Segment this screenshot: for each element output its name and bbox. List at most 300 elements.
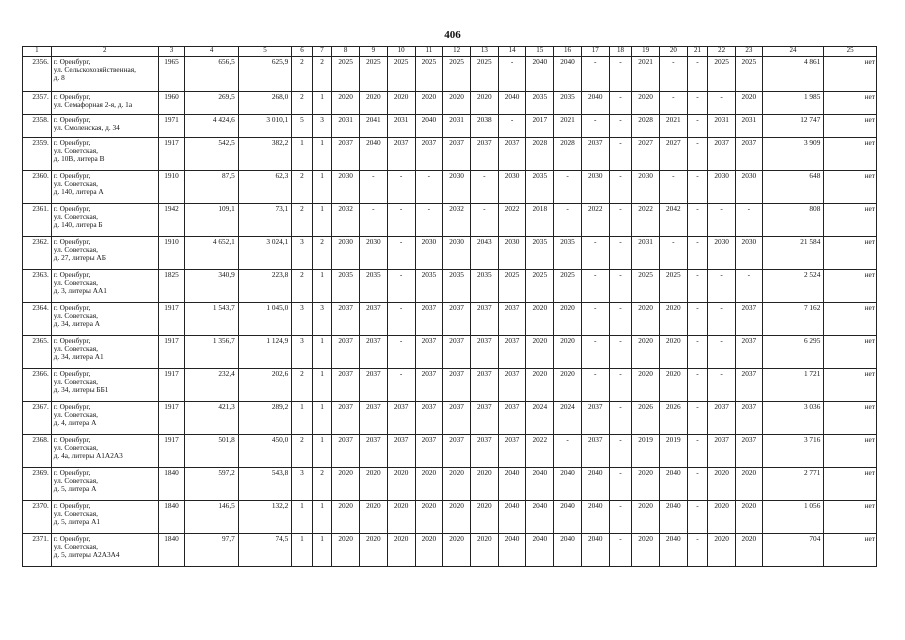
cell-col-6: 3	[292, 303, 313, 336]
address-line: ул. Советская,	[53, 179, 98, 189]
column-header: 19	[632, 47, 660, 57]
cell-col-13: 2025	[470, 57, 498, 92]
cell-col-7: 3	[312, 115, 332, 138]
cell-col-14: 2037	[498, 435, 526, 468]
cell-col-19: 2025	[632, 270, 660, 303]
row-number: 2365.	[23, 336, 52, 369]
cell-col-23: 2037	[735, 369, 762, 402]
housing-registry-table	[22, 46, 877, 567]
cell-col-24: 704	[762, 534, 824, 567]
column-header: 22	[708, 47, 736, 57]
cell-col-14: 2040	[498, 501, 526, 534]
cell-col-17: -	[581, 270, 609, 303]
cell-col-22: 2020	[708, 534, 736, 567]
cell-col-18: -	[609, 204, 632, 237]
cell-col-7: 1	[312, 171, 332, 204]
cell-col-10: 2031	[387, 115, 415, 138]
column-header: 8	[332, 47, 360, 57]
cell-col-7: 1	[312, 138, 332, 171]
column-header: 13	[470, 47, 498, 57]
cell-col-16: 2021	[554, 115, 582, 138]
column-header: 17	[581, 47, 609, 57]
cell-col-12: 2020	[443, 92, 471, 115]
cell-col-6: 2	[292, 435, 313, 468]
cell-col-15: 2040	[526, 534, 554, 567]
cell-col-24: 1 985	[762, 92, 824, 115]
cell-col-17: 2040	[581, 468, 609, 501]
cell-col-25: нет	[824, 468, 877, 501]
cell-col-9: 2020	[360, 92, 388, 115]
cell-col-8: 2037	[332, 369, 360, 402]
cell-col-18: -	[609, 171, 632, 204]
row-number: 2370.	[23, 501, 52, 534]
cell-col-25: нет	[824, 402, 877, 435]
cell-col-16: 2040	[554, 57, 582, 92]
cell-col-9: -	[360, 171, 388, 204]
row-number: 2366.	[23, 369, 52, 402]
address-cell	[51, 237, 158, 270]
cell-col-22: -	[708, 204, 736, 237]
address-cell	[51, 336, 158, 369]
column-header: 21	[687, 47, 708, 57]
row-number: 2359.	[23, 138, 52, 171]
address-line: г. Оренбург,	[53, 171, 91, 180]
cell-col-6: 2	[292, 204, 313, 237]
cell-col-25: нет	[824, 115, 877, 138]
cell-col-22: 2020	[708, 501, 736, 534]
cell-col-22: 2020	[708, 468, 736, 501]
address-line: ул. Советская,	[53, 476, 98, 486]
cell-col-11: 2037	[415, 369, 443, 402]
cell-col-20: 2019	[659, 435, 687, 468]
address-line: г. Оренбург,	[53, 57, 91, 66]
cell-col-17: -	[581, 369, 609, 402]
cell-col-4: 97,7	[185, 534, 238, 567]
cell-col-22: 2037	[708, 435, 736, 468]
address-line: г. Оренбург,	[53, 138, 91, 147]
cell-col-5: 223,8	[238, 270, 291, 303]
cell-col-23: 2037	[735, 303, 762, 336]
cell-col-22: -	[708, 92, 736, 115]
table-row	[23, 435, 877, 468]
cell-col-19: 2026	[632, 402, 660, 435]
cell-col-7: 1	[312, 435, 332, 468]
cell-col-25: нет	[824, 270, 877, 303]
cell-col-24: 3 716	[762, 435, 824, 468]
address-line: ул. Советская,	[53, 146, 98, 156]
cell-col-9: 2037	[360, 402, 388, 435]
cell-col-6: 3	[292, 336, 313, 369]
cell-col-5: 73,1	[238, 204, 291, 237]
address-line: г. Оренбург,	[53, 237, 91, 246]
cell-col-23: 2037	[735, 336, 762, 369]
cell-col-17: -	[581, 237, 609, 270]
cell-col-4: 421,3	[185, 402, 238, 435]
cell-col-5: 382,2	[238, 138, 291, 171]
cell-col-9: -	[360, 204, 388, 237]
cell-col-19: 2020	[632, 534, 660, 567]
cell-col-19: 2019	[632, 435, 660, 468]
cell-col-22: 2030	[708, 171, 736, 204]
cell-col-23: 2025	[735, 57, 762, 92]
cell-col-10: 2037	[387, 138, 415, 171]
cell-col-12: 2037	[443, 138, 471, 171]
cell-col-7: 1	[312, 402, 332, 435]
cell-col-3: 1965	[158, 57, 185, 92]
address-line: г. Оренбург,	[53, 501, 91, 510]
column-header: 23	[735, 47, 762, 57]
table-row	[23, 501, 877, 534]
address-line: ул. Сельскохозяйственная,	[53, 65, 136, 75]
cell-col-4: 1 356,7	[185, 336, 238, 369]
cell-col-14: 2025	[498, 270, 526, 303]
row-number: 2361.	[23, 204, 52, 237]
cell-col-20: 2025	[659, 270, 687, 303]
cell-col-24: 6 295	[762, 336, 824, 369]
cell-col-19: 2020	[632, 336, 660, 369]
cell-col-14: -	[498, 57, 526, 92]
cell-col-5: 625,9	[238, 57, 291, 92]
cell-col-17: -	[581, 303, 609, 336]
cell-col-18: -	[609, 303, 632, 336]
cell-col-3: 1840	[158, 534, 185, 567]
address-line: г. Оренбург,	[53, 204, 91, 213]
cell-col-21: -	[687, 92, 708, 115]
cell-col-12: 2020	[443, 468, 471, 501]
cell-col-15: 2028	[526, 138, 554, 171]
cell-col-5: 1 045,0	[238, 303, 291, 336]
cell-col-18: -	[609, 237, 632, 270]
cell-col-23: -	[735, 270, 762, 303]
address-line: ул. Советская,	[53, 245, 98, 255]
cell-col-23: 2020	[735, 534, 762, 567]
cell-col-5: 202,6	[238, 369, 291, 402]
cell-col-10: 2020	[387, 534, 415, 567]
address-cell	[51, 92, 158, 115]
cell-col-7: 1	[312, 92, 332, 115]
cell-col-11: 2020	[415, 92, 443, 115]
address-line: д. 8	[53, 73, 65, 83]
column-number-header-row	[23, 47, 877, 57]
cell-col-25: нет	[824, 303, 877, 336]
cell-col-5: 3 024,1	[238, 237, 291, 270]
row-number: 2369.	[23, 468, 52, 501]
cell-col-4: 269,5	[185, 92, 238, 115]
cell-col-15: 2020	[526, 369, 554, 402]
cell-col-12: 2030	[443, 237, 471, 270]
cell-col-8: 2037	[332, 402, 360, 435]
cell-col-13: 2020	[470, 534, 498, 567]
cell-col-24: 21 584	[762, 237, 824, 270]
cell-col-16: 2020	[554, 303, 582, 336]
address-line: ул. Советская,	[53, 377, 98, 387]
cell-col-4: 87,5	[185, 171, 238, 204]
cell-col-7: 1	[312, 336, 332, 369]
cell-col-6: 2	[292, 369, 313, 402]
cell-col-17: 2040	[581, 92, 609, 115]
cell-col-10: -	[387, 303, 415, 336]
cell-col-10: -	[387, 204, 415, 237]
cell-col-15: 2040	[526, 468, 554, 501]
address-cell	[51, 534, 158, 567]
cell-col-13: 2037	[470, 369, 498, 402]
cell-col-9: 2020	[360, 468, 388, 501]
cell-col-21: -	[687, 115, 708, 138]
cell-col-10: -	[387, 237, 415, 270]
cell-col-5: 62,3	[238, 171, 291, 204]
cell-col-9: 2041	[360, 115, 388, 138]
address-line: д. 5, литера А1	[53, 517, 101, 527]
cell-col-16: 2040	[554, 468, 582, 501]
address-cell	[51, 402, 158, 435]
address-line: д. 4а, литеры А1А2А3	[53, 451, 123, 461]
cell-col-25: нет	[824, 204, 877, 237]
column-header: 6	[292, 47, 313, 57]
address-line: ул. Советская,	[53, 542, 98, 552]
cell-col-18: -	[609, 369, 632, 402]
cell-col-15: 2020	[526, 303, 554, 336]
cell-col-25: нет	[824, 501, 877, 534]
cell-col-12: 2035	[443, 270, 471, 303]
cell-col-8: 2030	[332, 171, 360, 204]
cell-col-21: -	[687, 171, 708, 204]
cell-col-11: 2020	[415, 501, 443, 534]
cell-col-24: 3 036	[762, 402, 824, 435]
address-cell	[51, 138, 158, 171]
cell-col-23: 2020	[735, 501, 762, 534]
cell-col-4: 109,1	[185, 204, 238, 237]
cell-col-21: -	[687, 435, 708, 468]
address-cell	[51, 369, 158, 402]
cell-col-17: -	[581, 115, 609, 138]
cell-col-19: 2020	[632, 501, 660, 534]
cell-col-9: 2037	[360, 369, 388, 402]
cell-col-6: 1	[292, 534, 313, 567]
cell-col-5: 450,0	[238, 435, 291, 468]
cell-col-21: -	[687, 336, 708, 369]
cell-col-3: 1960	[158, 92, 185, 115]
cell-col-6: 3	[292, 237, 313, 270]
cell-col-3: 1825	[158, 270, 185, 303]
cell-col-19: 2020	[632, 303, 660, 336]
cell-col-22: -	[708, 369, 736, 402]
cell-col-3: 1917	[158, 435, 185, 468]
cell-col-13: 2043	[470, 237, 498, 270]
cell-col-21: -	[687, 270, 708, 303]
address-line: ул. Семафорная 2-я, д. 1а	[53, 100, 133, 110]
cell-col-21: -	[687, 369, 708, 402]
cell-col-11: 2037	[415, 402, 443, 435]
cell-col-9: 2040	[360, 138, 388, 171]
cell-col-14: 2037	[498, 369, 526, 402]
column-header: 12	[443, 47, 471, 57]
column-header: 3	[158, 47, 185, 57]
cell-col-16: -	[554, 171, 582, 204]
cell-col-20: 2042	[659, 204, 687, 237]
cell-col-15: 2024	[526, 402, 554, 435]
address-cell	[51, 435, 158, 468]
cell-col-14: 2040	[498, 534, 526, 567]
cell-col-15: 2040	[526, 57, 554, 92]
cell-col-6: 3	[292, 468, 313, 501]
cell-col-7: 2	[312, 468, 332, 501]
row-number: 2364.	[23, 303, 52, 336]
cell-col-25: нет	[824, 237, 877, 270]
address-line: ул. Советская,	[53, 344, 98, 354]
cell-col-5: 132,2	[238, 501, 291, 534]
cell-col-15: 2017	[526, 115, 554, 138]
cell-col-10: 2037	[387, 402, 415, 435]
address-line: ул. Советская,	[53, 278, 98, 288]
cell-col-12: 2032	[443, 204, 471, 237]
cell-col-22: 2037	[708, 402, 736, 435]
table-row	[23, 57, 877, 92]
address-line: г. Оренбург,	[53, 435, 91, 444]
cell-col-10: 2020	[387, 92, 415, 115]
row-number: 2362.	[23, 237, 52, 270]
cell-col-13: 2020	[470, 468, 498, 501]
cell-col-8: 2020	[332, 468, 360, 501]
column-header: 16	[554, 47, 582, 57]
cell-col-3: 1917	[158, 303, 185, 336]
cell-col-10: -	[387, 171, 415, 204]
cell-col-13: 2037	[470, 402, 498, 435]
cell-col-13: 2035	[470, 270, 498, 303]
table-row	[23, 115, 877, 138]
cell-col-8: 2032	[332, 204, 360, 237]
cell-col-6: 1	[292, 138, 313, 171]
cell-col-12: 2020	[443, 534, 471, 567]
cell-col-23: 2037	[735, 435, 762, 468]
cell-col-11: 2037	[415, 303, 443, 336]
cell-col-23: -	[735, 204, 762, 237]
cell-col-8: 2037	[332, 138, 360, 171]
cell-col-20: 2040	[659, 534, 687, 567]
cell-col-23: 2031	[735, 115, 762, 138]
cell-col-8: 2020	[332, 92, 360, 115]
cell-col-15: 2020	[526, 336, 554, 369]
cell-col-9: 2020	[360, 501, 388, 534]
cell-col-19: 2030	[632, 171, 660, 204]
table-row	[23, 171, 877, 204]
address-cell	[51, 115, 158, 138]
address-line: г. Оренбург,	[53, 534, 91, 543]
cell-col-15: 2035	[526, 171, 554, 204]
cell-col-20: -	[659, 57, 687, 92]
cell-col-12: 2037	[443, 369, 471, 402]
cell-col-25: нет	[824, 435, 877, 468]
cell-col-16: 2020	[554, 336, 582, 369]
address-line: г. Оренбург,	[53, 303, 91, 312]
cell-col-18: -	[609, 336, 632, 369]
cell-col-21: -	[687, 237, 708, 270]
cell-col-25: нет	[824, 336, 877, 369]
cell-col-21: -	[687, 468, 708, 501]
cell-col-10: 2020	[387, 468, 415, 501]
cell-col-13: 2037	[470, 336, 498, 369]
cell-col-3: 1971	[158, 115, 185, 138]
cell-col-13: 2037	[470, 138, 498, 171]
address-line: ул. Смоленская, д. 34	[53, 123, 120, 133]
cell-col-12: 2031	[443, 115, 471, 138]
row-number: 2368.	[23, 435, 52, 468]
cell-col-3: 1942	[158, 204, 185, 237]
cell-col-11: 2040	[415, 115, 443, 138]
page-number: 406	[444, 29, 461, 41]
cell-col-7: 1	[312, 204, 332, 237]
cell-col-9: 2037	[360, 336, 388, 369]
cell-col-14: 2037	[498, 402, 526, 435]
cell-col-5: 268,0	[238, 92, 291, 115]
cell-col-10: 2020	[387, 501, 415, 534]
cell-col-15: 2025	[526, 270, 554, 303]
cell-col-14: 2037	[498, 336, 526, 369]
cell-col-24: 7 162	[762, 303, 824, 336]
cell-col-4: 656,5	[185, 57, 238, 92]
cell-col-11: 2037	[415, 138, 443, 171]
cell-col-22: -	[708, 336, 736, 369]
cell-col-4: 4 424,6	[185, 115, 238, 138]
column-header: 14	[498, 47, 526, 57]
cell-col-9: 2035	[360, 270, 388, 303]
cell-col-20: 2020	[659, 336, 687, 369]
cell-col-20: 2026	[659, 402, 687, 435]
cell-col-21: -	[687, 57, 708, 92]
cell-col-9: 2037	[360, 303, 388, 336]
cell-col-21: -	[687, 534, 708, 567]
cell-col-12: 2020	[443, 501, 471, 534]
address-line: ул. Советская,	[53, 509, 98, 519]
cell-col-8: 2020	[332, 534, 360, 567]
row-number: 2357.	[23, 92, 52, 115]
cell-col-6: 2	[292, 270, 313, 303]
cell-col-19: 2020	[632, 468, 660, 501]
row-number: 2367.	[23, 402, 52, 435]
cell-col-23: 2030	[735, 237, 762, 270]
cell-col-11: 2037	[415, 336, 443, 369]
cell-col-21: -	[687, 402, 708, 435]
cell-col-13: 2037	[470, 435, 498, 468]
column-header: 7	[312, 47, 332, 57]
address-line: д. 10В, литера В	[53, 154, 105, 164]
table-row	[23, 303, 877, 336]
cell-col-5: 543,8	[238, 468, 291, 501]
row-number: 2360.	[23, 171, 52, 204]
cell-col-23: 2037	[735, 402, 762, 435]
cell-col-11: 2020	[415, 468, 443, 501]
cell-col-8: 2037	[332, 336, 360, 369]
row-number: 2363.	[23, 270, 52, 303]
cell-col-4: 146,5	[185, 501, 238, 534]
address-line: д. 140, литера А	[53, 187, 104, 197]
cell-col-24: 2 524	[762, 270, 824, 303]
cell-col-17: 2037	[581, 138, 609, 171]
cell-col-14: 2030	[498, 171, 526, 204]
cell-col-18: -	[609, 57, 632, 92]
table-row	[23, 138, 877, 171]
cell-col-3: 1910	[158, 237, 185, 270]
cell-col-10: 2037	[387, 435, 415, 468]
cell-col-15: 2022	[526, 435, 554, 468]
cell-col-22: 2030	[708, 237, 736, 270]
cell-col-9: 2037	[360, 435, 388, 468]
table-row	[23, 402, 877, 435]
cell-col-6: 1	[292, 402, 313, 435]
address-line: д. 5, литеры А2А3А4	[53, 550, 120, 560]
cell-col-19: 2028	[632, 115, 660, 138]
cell-col-19: 2022	[632, 204, 660, 237]
address-line: ул. Советская,	[53, 311, 98, 321]
